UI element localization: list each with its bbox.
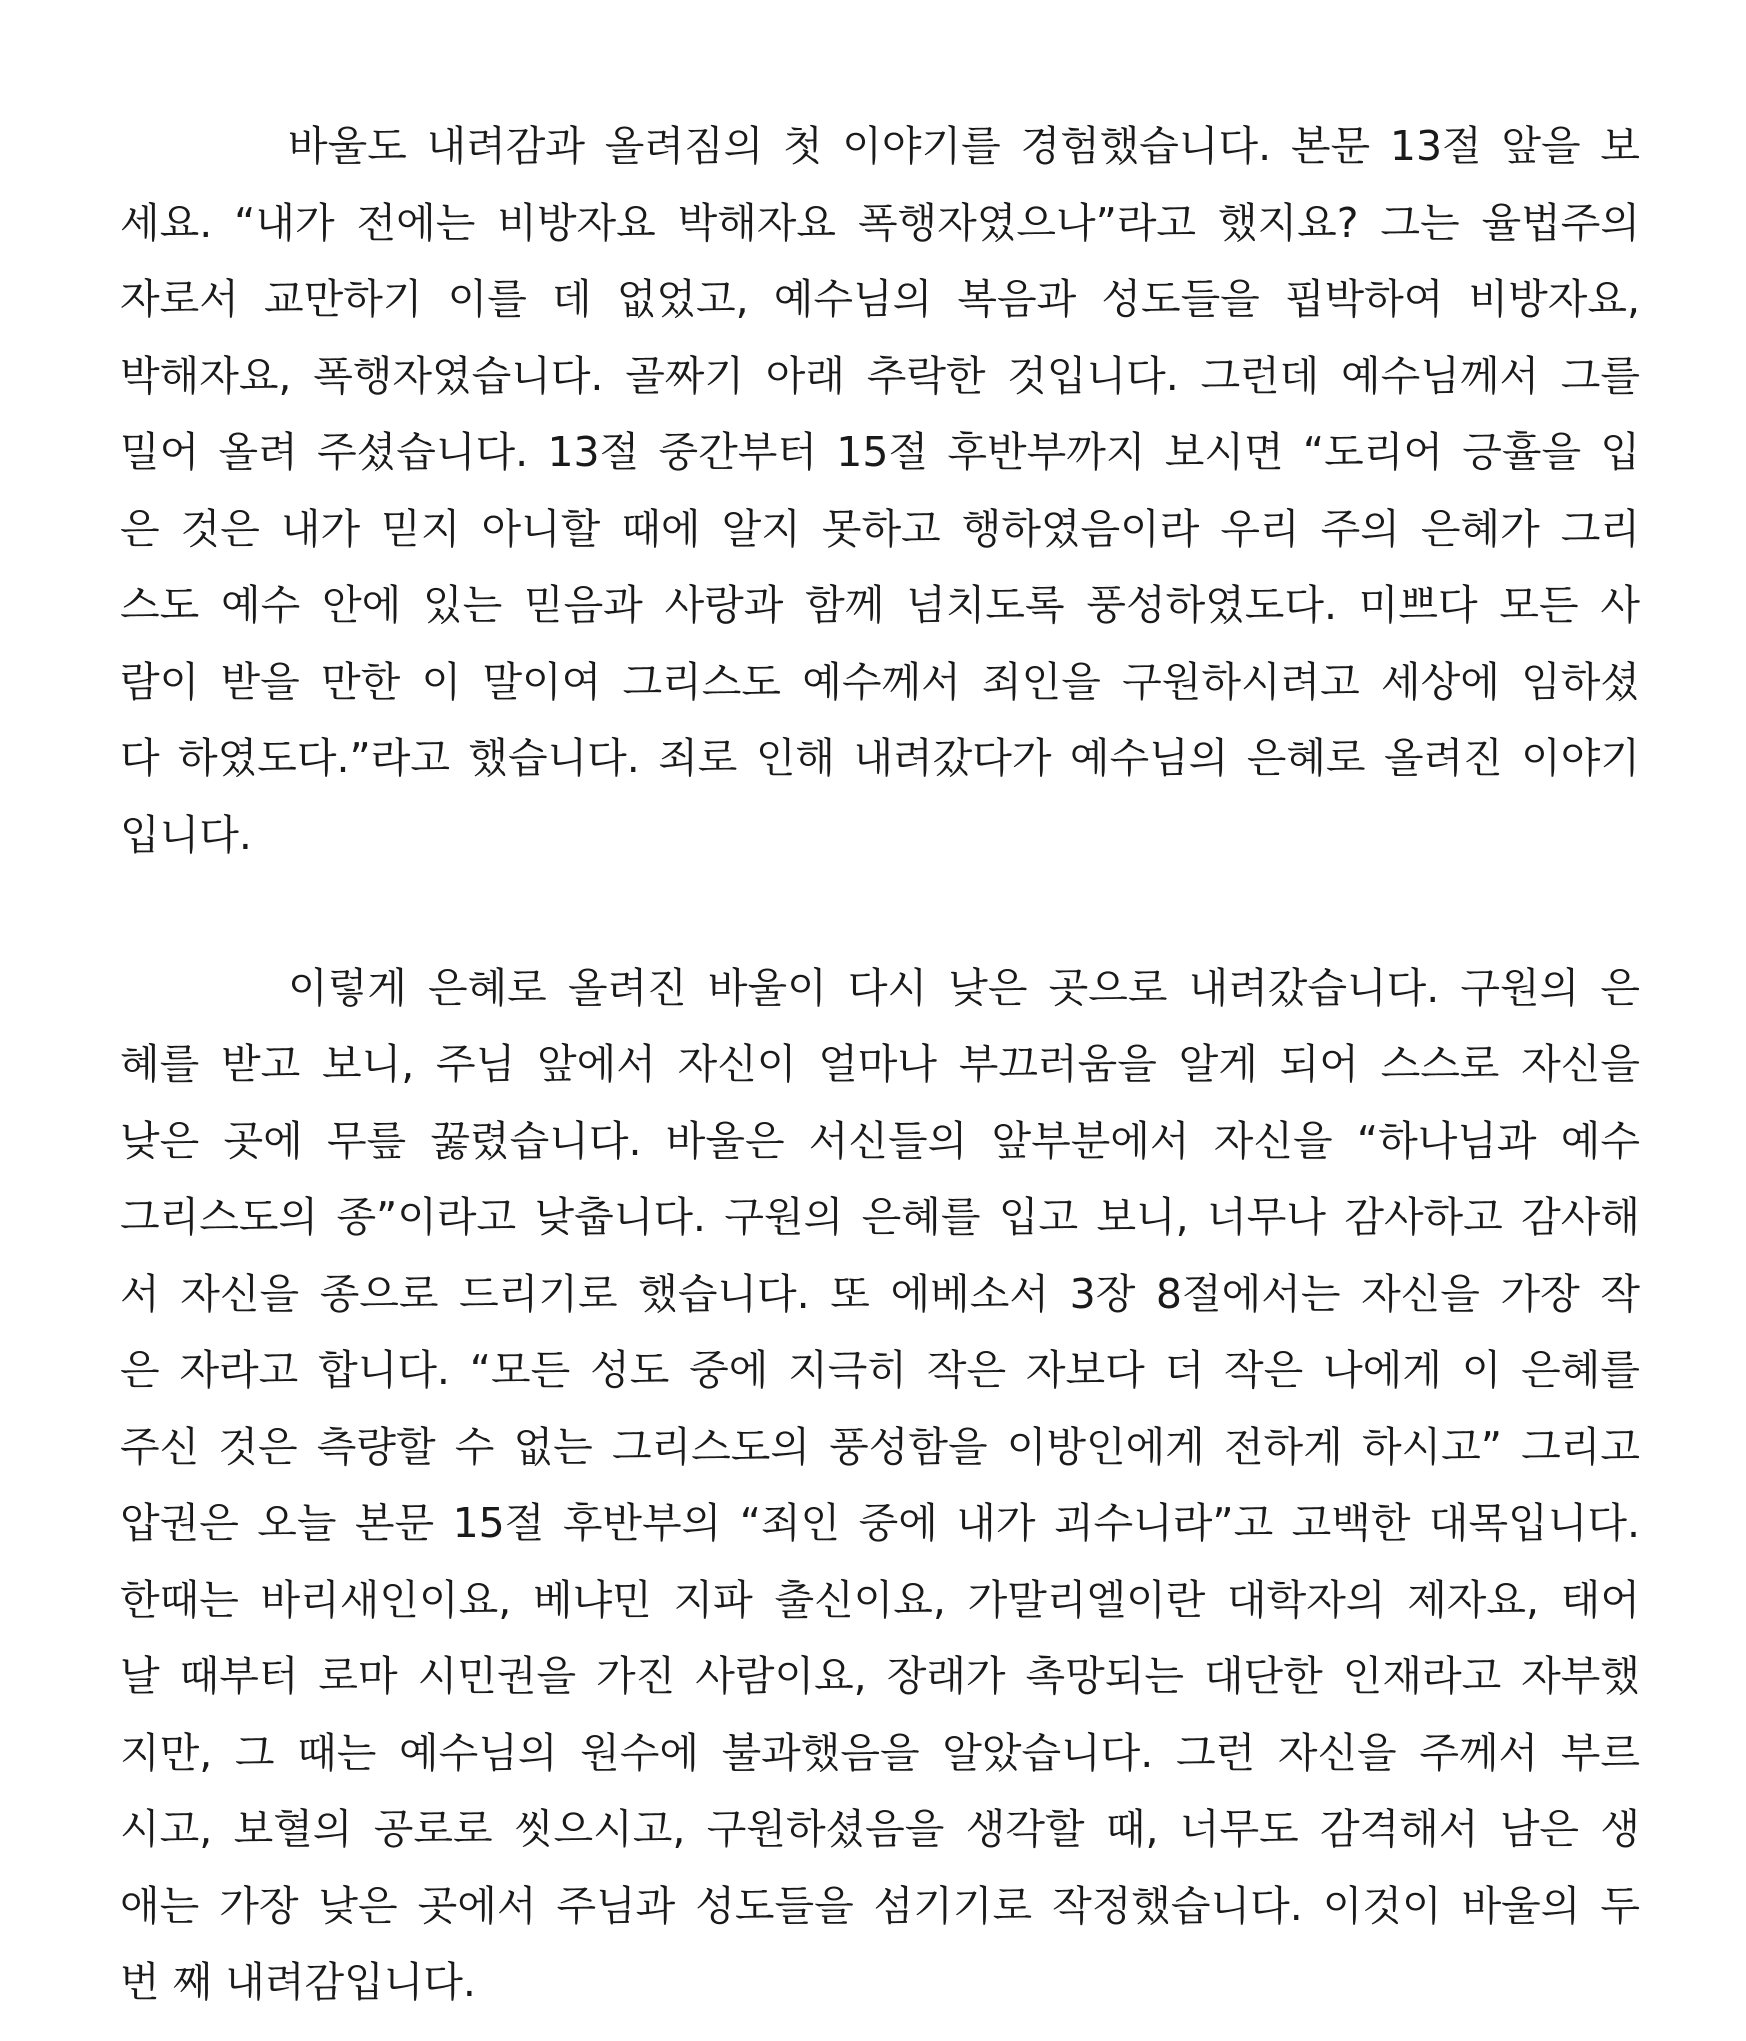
paragraph-2 (120, 950, 1640, 2021)
paragraph-line: 압권은 오늘 본문 15절 후반부의 “죄인 중에 내가 괴수니라”고 고백한 대목입니다. (120, 1499, 1640, 1547)
paragraph-line: 시고, 보혈의 공로로 씻으시고, 구원하셨음을 생각할 때, 너무도 감격해서 남은 생 (120, 1805, 1640, 1853)
paragraph-1 (120, 108, 1640, 873)
paragraph-line: 혜를 받고 보니, 주님 앞에서 자신이 얼마나 부끄러움을 알게 되어 스스로 자신을 (120, 1040, 1640, 1088)
paragraph-line: 서 자신을 종으로 드리기로 했습니다. 또 에베소서 3장 8절에서는 자신을 가장 작 (120, 1269, 1640, 1318)
document-page (120, 108, 1640, 2021)
paragraph-line: 낮은 곳에 무릎 꿇렸습니다. 바울은 서신들의 앞부분에서 자신을 “하나님과 예수 (120, 1116, 1640, 1165)
paragraph-line: 스도 예수 안에 있는 믿음과 사랑과 함께 넘치도록 풍성하였도다. 미쁘다 모든 사 (120, 581, 1640, 629)
paragraph-line: 밀어 올려 주셨습니다. 13절 중간부터 15절 후반부까지 보시면 “도리어 긍휼을 입 (120, 428, 1640, 476)
paragraph-line: 번 째 내려감입니다. (120, 1958, 476, 2006)
paragraph-line: 지만, 그 때는 예수님의 원수에 불과했음을 알았습니다. 그런 자신을 주께서 부르 (120, 1728, 1640, 1777)
paragraph-line: 자로서 교만하기 이를 데 없었고, 예수님의 복음과 성도들을 핍박하여 비방자요, (120, 275, 1640, 323)
paragraph-line: 은 것은 내가 믿지 아니할 때에 알지 못하고 행하였음이라 우리 주의 은혜가 그리 (120, 504, 1640, 553)
paragraph-line: 한때는 바리새인이요, 베냐민 지파 출신이요, 가말리엘이란 대학자의 제자요, 태어 (120, 1575, 1640, 1624)
paragraph-line: 박해자요, 폭행자였습니다. 골짜기 아래 추락한 것입니다. 그런데 예수님께서 그를 (120, 351, 1640, 400)
paragraph-spacer (120, 873, 1640, 950)
paragraph-line: 다 하였도다.”라고 했습니다. 죄로 인해 내려갔다가 예수님의 은혜로 올려진 이야기 (120, 734, 1640, 782)
paragraph-line: 세요. “내가 전에는 비방자요 박해자요 폭행자였으나”라고 했지요? 그는 율법주의 (120, 198, 1640, 247)
paragraph-line: 애는 가장 낮은 곳에서 주님과 성도들을 섬기기로 작정했습니다. 이것이 바울의 두 (120, 1881, 1640, 1930)
paragraph-line: 이렇게 은혜로 올려진 바울이 다시 낮은 곳으로 내려갔습니다. 구원의 은 (288, 963, 1640, 1012)
paragraph-line: 날 때부터 로마 시민권을 가진 사람이요, 장래가 촉망되는 대단한 인재라고 자부했 (120, 1652, 1640, 1700)
paragraph-line: 주신 것은 측량할 수 없는 그리스도의 풍성함을 이방인에게 전하게 하시고” 그리고 (120, 1422, 1640, 1471)
paragraph-line: 그리스도의 종”이라고 낮춥니다. 구원의 은혜를 입고 보니, 너무나 감사하고 감사해 (120, 1193, 1640, 1241)
paragraph-line: 람이 받을 만한 이 말이여 그리스도 예수께서 죄인을 구원하시려고 세상에 임하셨 (120, 657, 1640, 706)
paragraph-line: 바울도 내려감과 올려짐의 첫 이야기를 경험했습니다. 본문 13절 앞을 보 (288, 122, 1640, 170)
paragraph-line: 은 자라고 합니다. “모든 성도 중에 지극히 작은 자보다 더 작은 나에게 이 은혜를 (120, 1346, 1640, 1394)
paragraph-line: 입니다. (120, 810, 252, 859)
